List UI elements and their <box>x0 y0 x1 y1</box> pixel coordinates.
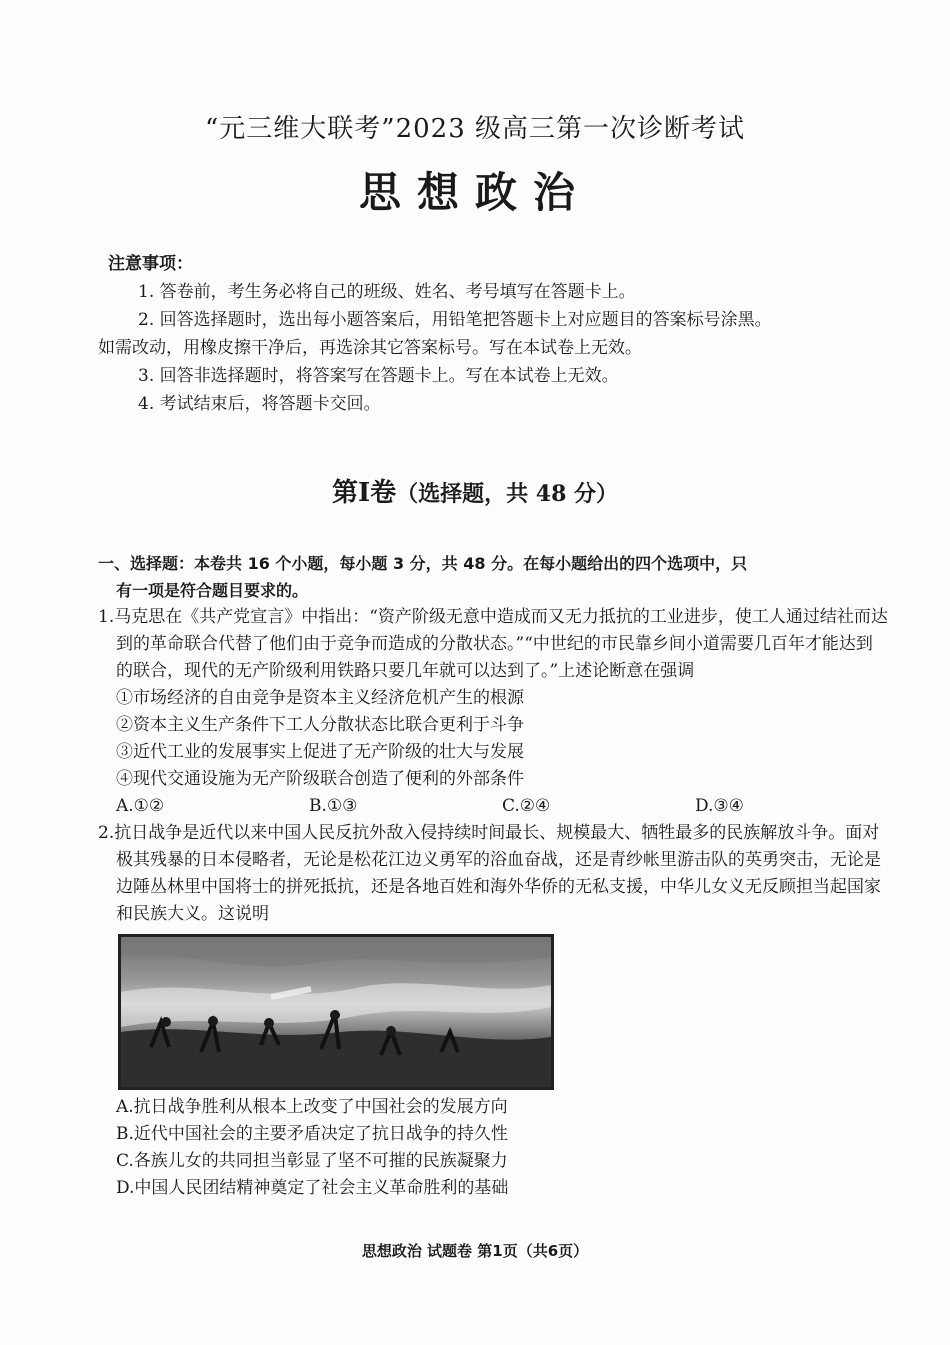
war-painting-image <box>118 934 554 1090</box>
question-1-option-c: C.②④ <box>502 796 551 816</box>
question-1 <box>98 604 888 820</box>
subject-title: 思想政治 <box>358 168 591 217</box>
notice-item-2-continued: 如需改动，用橡皮擦干净后，再选涂其它答案标号。写在本试卷上无效。 <box>98 338 642 358</box>
page-footer: 思想政治 试题卷 第1页（共6页） <box>361 1242 589 1260</box>
notice-block <box>98 250 878 418</box>
question-1-option-d: D.③④ <box>695 796 744 816</box>
notice-heading: 注意事项： <box>108 254 193 274</box>
notice-item-3: 3. 回答非选择题时，将答案写在答题卡上。写在本试卷上无效。 <box>138 366 619 386</box>
exam-title: “元三维大联考”2023 级高三第一次诊断考试 <box>204 114 746 144</box>
notice-item-2: 2. 回答选择题时，选出每小题答案后，用铅笔把答题卡上对应题目的答案标号涂黑。 <box>138 310 772 330</box>
instructions-line-2: 有一项是符合题目要求的。 <box>116 581 309 600</box>
instructions-line-1: 一、选择题：本卷共 16 个小题，每小题 3 分，共 48 分。在每小题给出的四个选项中，只 <box>98 554 748 573</box>
question-1-statement-4: ④现代交通设施为无产阶级联合创造了便利的外部条件 <box>116 769 524 789</box>
question-1-statement-2: ②资本主义生产条件下工人分散状态比联合更利于斗争 <box>116 715 524 735</box>
section-title-main: 第Ⅰ卷 <box>331 478 397 508</box>
notice-item-4: 4. 考试结束后，将答题卡交回。 <box>138 394 381 414</box>
question-2-option-a: A.抗日战争胜利从根本上改变了中国社会的发展方向 <box>116 1097 508 1117</box>
question-1-options <box>98 793 888 820</box>
questions-content <box>98 550 888 1202</box>
question-1-option-a: A.①② <box>116 796 165 816</box>
question-2-option-c: C.各族儿女的共同担当彰显了坚不可摧的民族凝聚力 <box>116 1151 508 1171</box>
question-1-stem: 1.马克思在《共产党宣言》中指出：“资产阶级无意中造成而又无力抵抗的工业进步，使工人通过结社而达到的革命联合代替了他们由于竞争而造成的分散状态。”“中世纪的市民靠乡间小道需要几百年才能达到的联合，现代的无产阶级利用铁路只要几年就可以达到了。”上述论断意在强调 <box>98 607 888 681</box>
section-title <box>0 472 950 509</box>
section-subtitle: （选择题，共 48 分） <box>396 481 619 507</box>
question-2-option-b: B.近代中国社会的主要矛盾决定了抗日战争的持久性 <box>116 1124 508 1144</box>
question-1-statement-3: ③近代工业的发展事实上促进了无产阶级的壮大与发展 <box>116 742 524 762</box>
question-1-statement-1: ①市场经济的自由竞争是资本主义经济危机产生的根源 <box>116 688 524 708</box>
question-2 <box>98 820 888 1202</box>
war-painting-drawing <box>121 937 551 1087</box>
question-2-option-d: D.中国人民团结精神奠定了社会主义革命胜利的基础 <box>116 1178 509 1198</box>
question-1-option-b: B.①③ <box>309 796 358 816</box>
notice-item-1: 1. 答卷前，考生务必将自己的班级、姓名、考号填写在答题卡上。 <box>138 282 636 302</box>
question-2-stem: 2.抗日战争是近代以来中国人民反抗外敌入侵持续时间最长、规模最大、牺牲最多的民族解放斗争。面对极其残暴的日本侵略者，无论是松花江边义勇军的浴血奋战，还是青纱帐里游击队的英勇突击，无论是边陲丛林里中国将士的拼死抵抗，还是各地百姓和海外华侨的无私支援，中华儿女义无反顾担当起国家和民族大义。这说明 <box>98 823 881 924</box>
